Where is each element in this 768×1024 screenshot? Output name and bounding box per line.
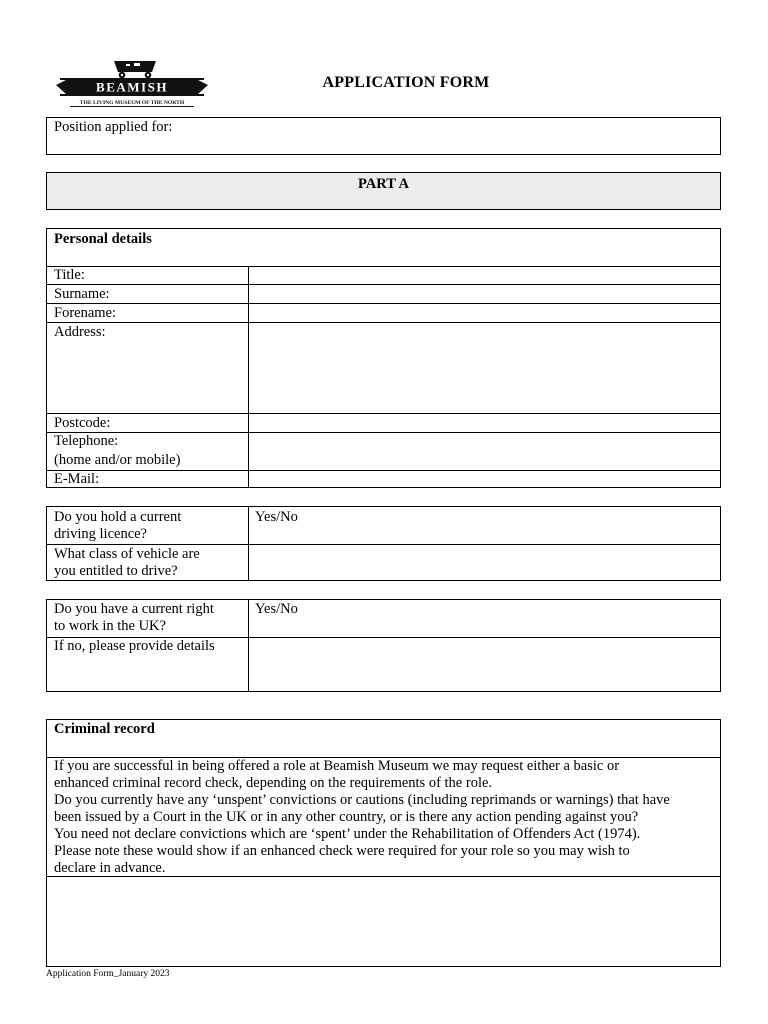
- telephone-label: Telephone:: [54, 433, 119, 449]
- driving-licence-answer[interactable]: Yes/No: [255, 509, 298, 525]
- forename-field[interactable]: [249, 303, 720, 322]
- title-label: Title:: [54, 267, 85, 283]
- criminal-record-text: If you are successful in being offered a role at Beamish Museum we may request either a basic or enhanced criminal record check, depending on the requirements of the role. Do you currently have any ‘unspent’ convictions or cautions (including reprimands or warnings) that have been issued by a Court in the UK or in any other country, or is there any action pending against you? You need not declare convictions which are ‘spent’ under the Rehabilitation of Offenders Act (1974). Please note these would show if an enhanced check were required for your role so you may wish to declare in advance.: [54, 758, 670, 876]
- telephone-sublabel: (home and/or mobile): [54, 452, 181, 468]
- footer-text: Application Form_January 2023: [46, 969, 170, 979]
- right-to-work-question: Do you have a current right to work in the UK?: [54, 601, 214, 634]
- driving-licence-question: Do you hold a current driving licence?: [54, 509, 182, 542]
- part-a-header: [46, 172, 721, 210]
- form-title: APPLICATION FORM: [322, 74, 490, 91]
- part-a-title: PART A: [358, 176, 409, 192]
- postcode-label: Postcode:: [54, 415, 111, 431]
- forename-label: Forename:: [54, 305, 117, 321]
- title-field[interactable]: [249, 266, 720, 284]
- email-field[interactable]: [249, 470, 720, 488]
- criminal-record-heading: Criminal record: [54, 721, 155, 737]
- right-to-work-details-label: If no, please provide details: [54, 638, 215, 654]
- position-applied-label: Position applied for:: [54, 119, 173, 135]
- logo-wordmark: BEAMISH: [96, 79, 168, 95]
- right-to-work-table: [46, 599, 721, 692]
- driving-licence-table: [46, 506, 721, 581]
- criminal-record-answer-field[interactable]: [47, 876, 720, 966]
- email-label: E-Mail:: [54, 471, 100, 487]
- address-field[interactable]: [249, 322, 720, 413]
- beamish-logo-image: [56, 58, 208, 114]
- right-to-work-answer[interactable]: Yes/No: [255, 601, 298, 617]
- telephone-field[interactable]: [249, 432, 720, 470]
- address-label: Address:: [54, 324, 106, 340]
- beamish-logo: [56, 58, 208, 114]
- vehicle-class-question: What class of vehicle are you entitled to drive?: [54, 546, 200, 579]
- criminal-record-table: [46, 719, 721, 967]
- vehicle-class-field[interactable]: [249, 544, 720, 580]
- personal-details-heading: Personal details: [54, 231, 152, 247]
- right-to-work-details-field[interactable]: [249, 637, 720, 691]
- logo-tagline: THE LIVING MUSEUM OF THE NORTH: [79, 100, 185, 106]
- position-applied-box[interactable]: [46, 117, 721, 155]
- surname-field[interactable]: [249, 284, 720, 303]
- surname-label: Surname:: [54, 286, 110, 302]
- postcode-field[interactable]: [249, 413, 720, 432]
- personal-details-table: [46, 228, 721, 488]
